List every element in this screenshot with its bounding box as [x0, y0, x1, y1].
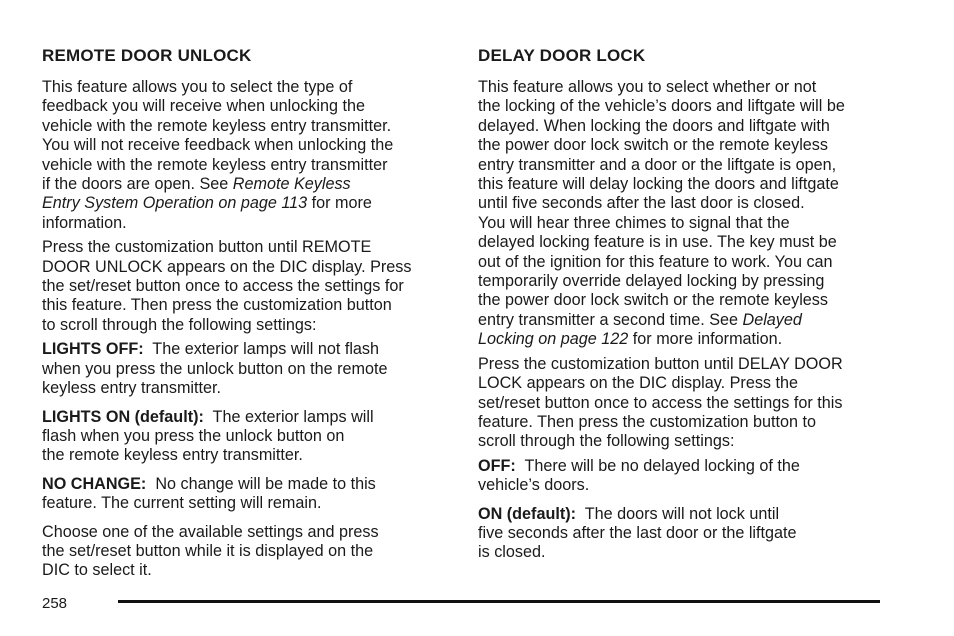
text-line	[42, 340, 447, 359]
text-fragment: The exterior lamps will not flash	[143, 340, 380, 359]
text-line: is closed.	[478, 543, 546, 562]
text-line: the set/reset button once to access the settings for	[42, 277, 404, 296]
text-line: Press the customization button until REMOTE	[42, 238, 372, 257]
cross-reference: Delayed	[742, 310, 802, 329]
text-line: vehicle’s doors.	[478, 476, 590, 495]
text-fragment: The doors will not lock until	[576, 504, 780, 523]
text-fragment: The exterior lamps will	[203, 407, 374, 426]
text-line: the locking of the vehicle’s doors and liftgate will be	[478, 97, 845, 116]
text-line	[478, 330, 886, 349]
text-line	[478, 311, 886, 330]
text-fragment: if the doors are open. See	[42, 175, 233, 194]
setting-term: ON (default):	[478, 504, 577, 523]
text-line: the power door lock switch or the remote keyless	[478, 291, 828, 310]
left-column	[42, 44, 447, 586]
text-line	[42, 475, 447, 494]
setting-no-change	[42, 475, 447, 514]
text-line: You will hear three chimes to signal that the	[478, 213, 790, 232]
text-line: feedback you will receive when unlocking the	[42, 97, 366, 116]
text-line: until five seconds after the last door is closed.	[478, 194, 805, 213]
text-line: vehicle with the remote keyless entry transmitter	[42, 155, 388, 174]
text-line	[478, 505, 886, 524]
setting-lights-off	[42, 340, 447, 398]
remote-door-unlock-choose	[42, 523, 447, 581]
text-line: DIC to select it.	[42, 561, 152, 580]
text-line: This feature allows you to select whether or not	[478, 78, 817, 96]
text-line: flash when you press the unlock button on	[42, 426, 345, 445]
delay-door-lock-intro	[478, 78, 886, 350]
text-fragment: entry transmitter a second time. See	[478, 310, 743, 329]
setting-term: NO CHANGE:	[42, 474, 147, 493]
text-line: five seconds after the last door or the liftgate	[478, 523, 797, 542]
text-line: delayed locking feature is in use. The key must be	[478, 233, 837, 252]
text-line: vehicle with the remote keyless entry transmitter.	[42, 116, 392, 135]
text-line: this feature will delay locking the doors and liftgate	[478, 175, 839, 194]
text-fragment: for more information.	[628, 330, 783, 349]
cross-reference: Remote Keyless	[232, 175, 351, 194]
text-fragment: There will be no delayed locking of the	[515, 456, 800, 475]
text-line: when you press the unlock button on the remote	[42, 359, 388, 378]
text-line: this feature. Then press the customization button	[42, 296, 392, 315]
section-heading-remote-door-unlock: REMOTE DOOR UNLOCK	[42, 46, 252, 65]
setting-off	[478, 457, 886, 496]
cross-reference: Locking on page 122	[478, 330, 629, 349]
text-line: Choose one of the available settings and press	[42, 522, 379, 541]
text-line: DOOR UNLOCK appears on the DIC display. Press	[42, 257, 412, 276]
text-line: out of the ignition for this feature to work. You can	[478, 252, 833, 271]
text-line: keyless entry transmitter.	[42, 379, 222, 398]
text-line	[42, 194, 447, 213]
setting-term: LIGHTS OFF:	[42, 340, 144, 359]
text-line	[478, 457, 886, 476]
text-line: This feature allows you to select the type of	[42, 78, 353, 96]
right-column	[478, 44, 886, 572]
text-line: information.	[42, 213, 127, 232]
text-line: feature. Then press the customization button to	[478, 412, 817, 431]
text-line: scroll through the following settings:	[478, 432, 735, 451]
setting-term: LIGHTS ON (default):	[42, 407, 204, 426]
text-line: the remote keyless entry transmitter.	[42, 446, 303, 465]
text-line: temporarily override delayed locking by pressing	[478, 272, 825, 291]
text-line: delayed. When locking the doors and liftgate with	[478, 116, 830, 135]
setting-lights-on	[42, 408, 447, 466]
text-line	[42, 408, 447, 427]
delay-door-lock-instructions	[478, 355, 886, 452]
section-heading-delay-door-lock: DELAY DOOR LOCK	[478, 46, 646, 65]
text-line: Press the customization button until DELAY DOOR	[478, 354, 843, 373]
text-line: LOCK appears on the DIC display. Press the	[478, 374, 799, 393]
text-line: feature. The current setting will remain.	[42, 494, 322, 513]
text-line: set/reset button once to access the settings for this	[478, 393, 843, 412]
setting-on-default	[478, 505, 886, 563]
text-fragment: for more	[307, 194, 372, 213]
text-line: to scroll through the following settings:	[42, 315, 317, 334]
text-fragment: No change will be made to this	[146, 474, 376, 493]
text-line: the power door lock switch or the remote keyless	[478, 136, 828, 155]
text-line: the set/reset button while it is displayed on the	[42, 541, 374, 560]
text-line: entry transmitter and a door or the liftgate is open,	[478, 155, 837, 174]
remote-door-unlock-instructions	[42, 238, 447, 335]
cross-reference: Entry System Operation on page 113	[42, 194, 308, 213]
remote-door-unlock-intro	[42, 78, 447, 233]
setting-term: OFF:	[478, 456, 516, 475]
page-number: 258	[42, 595, 68, 612]
text-line	[42, 175, 447, 194]
text-line: You will not receive feedback when unlocking the	[42, 136, 394, 155]
footer-divider	[118, 600, 880, 603]
